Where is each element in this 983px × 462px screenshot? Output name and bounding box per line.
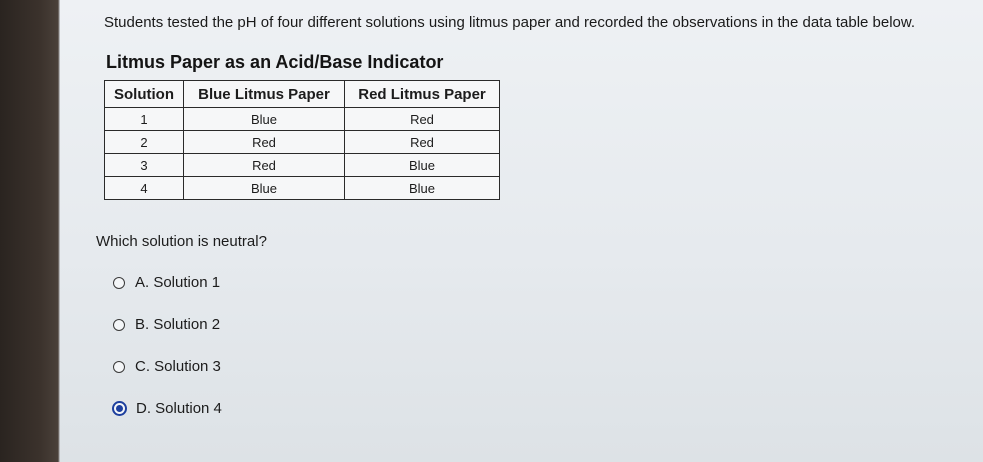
table-row [105,131,500,154]
question-prompt: Which solution is neutral? [96,233,267,250]
choice-c[interactable] [113,358,221,375]
table-row [105,108,500,131]
cell-solution: 4 [105,177,184,200]
radio-button-selected[interactable] [112,401,127,416]
table-row [105,177,500,200]
cell-blue-litmus: Blue [184,108,345,131]
data-table [104,80,500,200]
cell-red-litmus: Blue [345,177,500,200]
cell-red-litmus: Red [345,131,500,154]
radio-button[interactable] [113,277,125,289]
choice-a[interactable] [113,274,220,291]
cell-blue-litmus: Red [184,131,345,154]
choice-b[interactable] [113,316,220,333]
radio-button[interactable] [113,361,125,373]
cell-solution: 3 [105,154,184,177]
cell-blue-litmus: Blue [184,177,345,200]
cell-solution: 2 [105,131,184,154]
table-title: Litmus Paper as an Acid/Base Indicator [106,52,444,72]
cell-solution: 1 [105,108,184,131]
choice-d[interactable] [113,400,222,417]
cell-red-litmus: Blue [345,154,500,177]
table-header-row [105,81,500,108]
choice-label: C. Solution 3 [135,358,221,375]
choice-label: D. Solution 4 [136,400,222,417]
cell-blue-litmus: Red [184,154,345,177]
column-header-red-litmus: Red Litmus Paper [345,81,500,108]
column-header-blue-litmus: Blue Litmus Paper [184,81,345,108]
table-row [105,154,500,177]
radio-button[interactable] [113,319,125,331]
choice-label: A. Solution 1 [135,274,221,291]
question-stem: Students tested the pH of four different solutions using litmus paper and recorded the observations in the data table below. [104,14,916,31]
column-header-solution: Solution [105,81,184,108]
cell-red-litmus: Red [345,108,500,131]
choice-label: B. Solution 2 [135,316,221,333]
